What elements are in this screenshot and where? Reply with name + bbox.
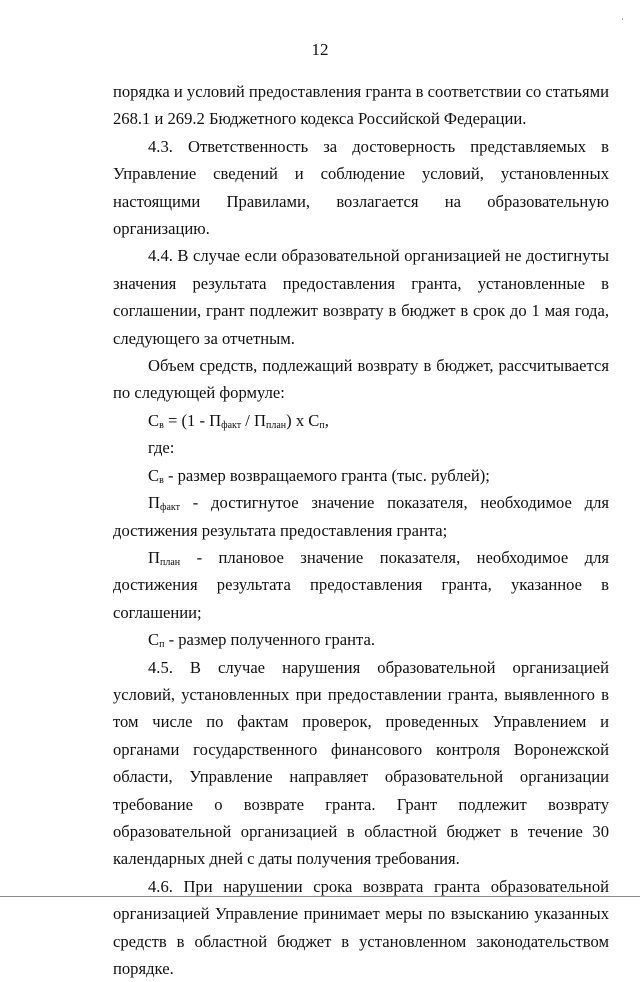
definition-cp-sub: п: [159, 639, 165, 651]
scan-bottom-edge: [0, 896, 640, 897]
refund-formula: [113, 407, 609, 434]
definition-pfact-sub: факт: [159, 502, 180, 514]
document-body: [113, 78, 609, 982]
where-label: где:: [148, 438, 175, 458]
definition-pplan-text: - плановое значение показателя, необходимое для достижения результата предоставления гранта, указанное в соглашении;: [113, 547, 609, 622]
paragraph-4-3: 4.3. Ответственность за достоверность представляемых в Управление сведений и соблюдение условий, установленных настоящими Правилами, возлагается на образовательную организацию.: [113, 136, 609, 239]
paragraph-4-4: 4.4. В случае если образовательной организацией не достигнуты значения результата предоставления гранта, установленные в соглашении, грант подлежит возврату в бюджет в срок до 1 мая года, следующего за отчетным.: [113, 246, 609, 348]
formula-end: ,: [324, 410, 329, 430]
formula-close: ) х С: [286, 410, 320, 430]
formula-lhs-sub: в: [159, 419, 164, 431]
definition-pfact-symbol: П: [148, 493, 160, 513]
formula-fact-sub: факт: [221, 419, 242, 431]
paragraph-formula-intro: Объем средств, подлежащий возврату в бюджет, рассчитывается по следующей формуле:: [113, 356, 609, 403]
page-number: 12: [311, 40, 329, 59]
formula-cp-sub: п: [319, 419, 325, 431]
paragraph-4-5: 4.5. В случае нарушения образовательной организацией условий, установленных при предоставлении гранта, выявленного в том числе по фактам проверок, проведенных Управлением и органами государственного финансового контроля Воронежской области, Управление направляет образовательной организации требование о возврате гранта. Грант подлежит возврату образовательной организацией в областной бюджет в течение 30 календарных дней с даты получения требования.: [113, 657, 609, 869]
formula-eq-open: = (1 - П: [163, 410, 222, 430]
paragraph-4-6: 4.6. При нарушении срока возврата гранта образовательной организацией Управление принимает меры по взысканию указанных средств в областной бюджет в установленном законодательством порядке.: [113, 876, 609, 978]
definition-pplan-symbol: П: [148, 547, 160, 567]
scan-mark: [622, 18, 623, 20]
definition-cv-symbol: С: [148, 465, 160, 485]
definition-cp: [113, 626, 609, 653]
formula-slash: / П: [241, 410, 267, 430]
definition-pplan: [113, 544, 609, 626]
definition-pplan-sub: план: [159, 556, 181, 568]
definition-cv-text: - размер возвращаемого гранта (тыс. рублей);: [163, 465, 490, 485]
formula-plan-sub: план: [266, 419, 287, 431]
definition-pfact-text: - достигнутое значение показателя, необходимое для достижения результата предоставления гранта;: [113, 493, 609, 540]
definition-cp-symbol: С: [148, 630, 160, 650]
formula-lhs: С: [148, 410, 160, 430]
definition-pfact: [113, 489, 609, 544]
paragraph-continuation: порядка и условий предоставления гранта в соответствии со статьями 268.1 и 269.2 Бюджетного кодекса Российской Федерации.: [113, 82, 609, 129]
definition-cp-text: - размер полученного гранта.: [164, 630, 376, 650]
definition-cv: [113, 462, 609, 489]
definition-cv-sub: в: [159, 474, 164, 486]
